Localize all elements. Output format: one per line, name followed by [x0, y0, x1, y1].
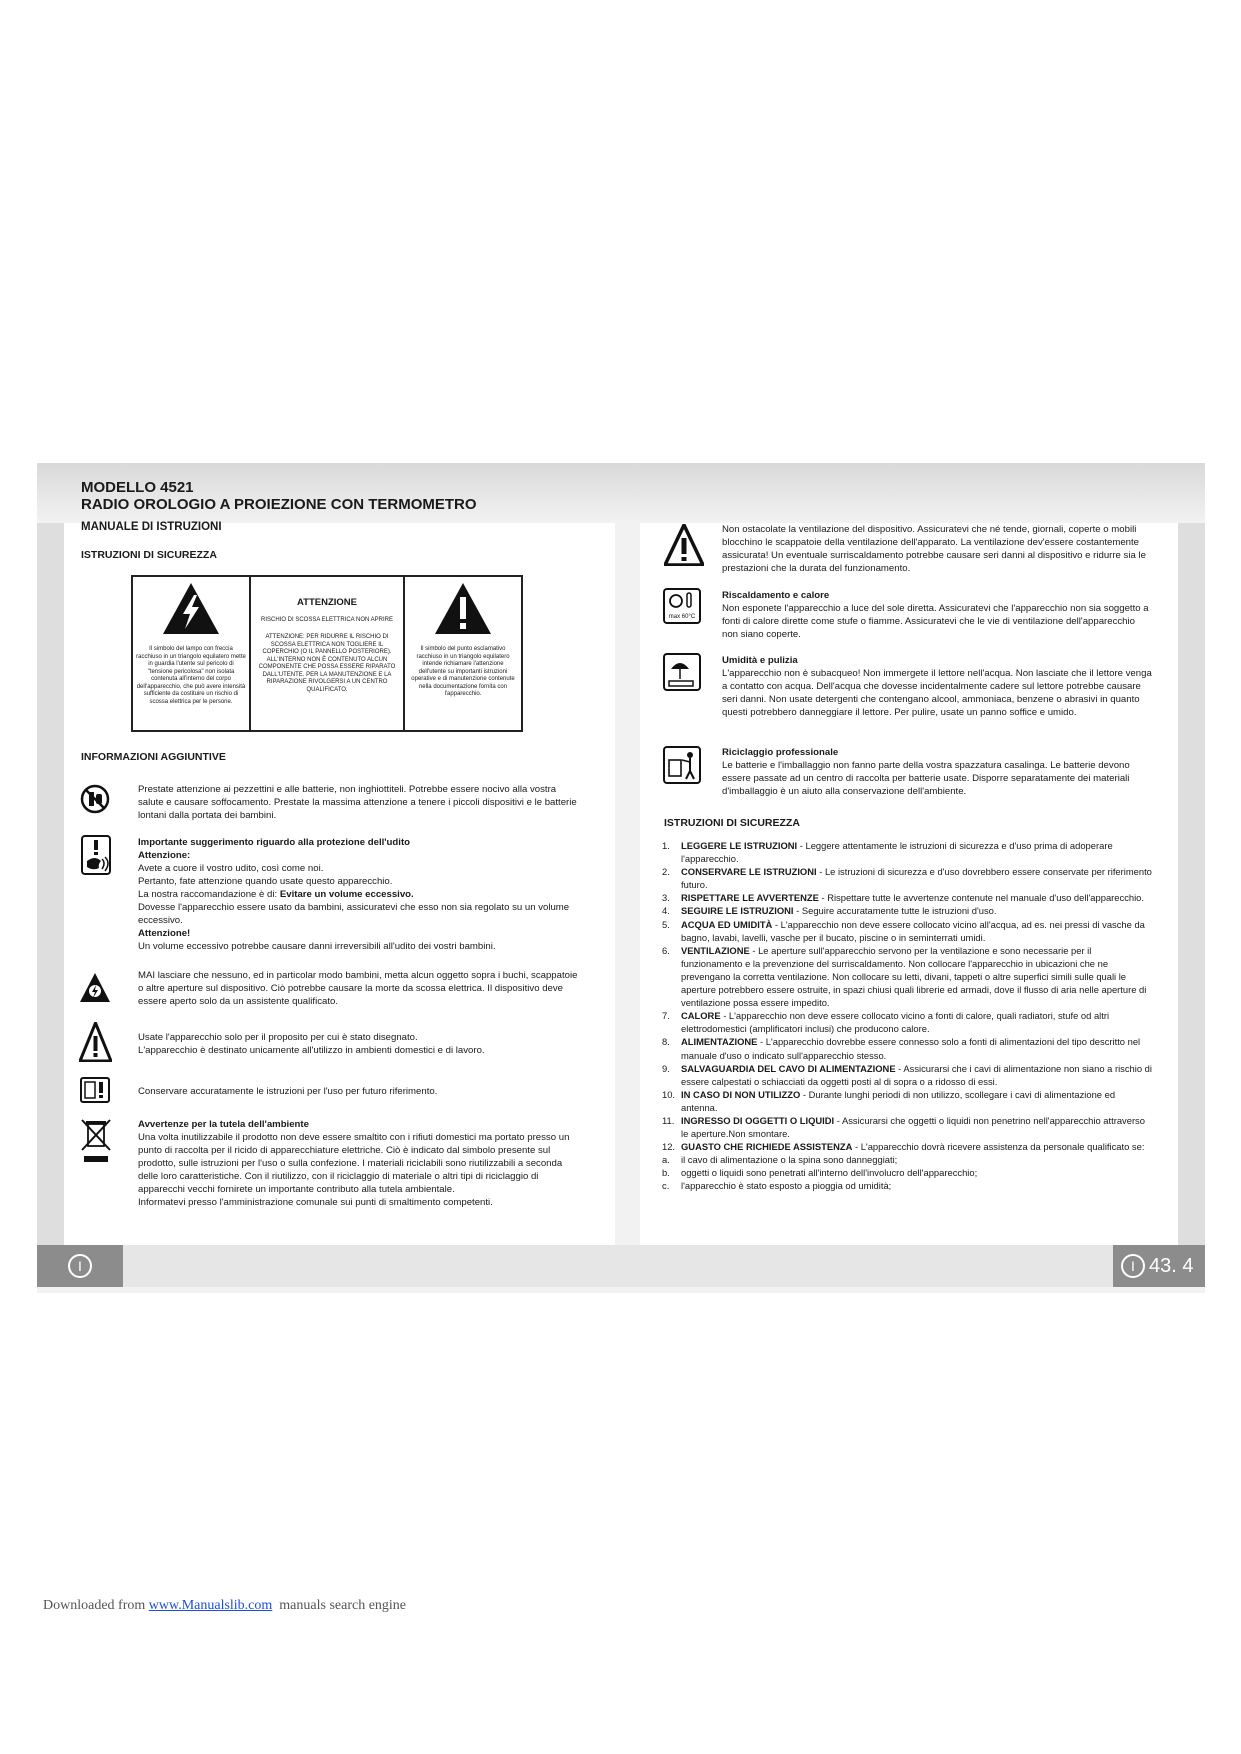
heat-section	[722, 589, 1152, 641]
list-item-text: - Seguire accuratamente tutte le istruzioni d'uso.	[793, 905, 997, 917]
list-item-title: LEGGERE LE ISTRUZIONI	[681, 840, 798, 851]
hearing-line-1: Avete a cuore il vostro udito, così come noi.	[138, 863, 324, 874]
download-prefix: Downloaded from	[43, 1598, 149, 1613]
safety-list-item	[662, 1179, 1152, 1192]
list-item-number: 1.	[662, 840, 670, 851]
safety-list-item	[662, 1114, 1152, 1140]
choking-warning-text: Prestate attenzione ai pezzettini e alle batterie, non inghiottiteli. Potrebbe essere nocivo alla vostra salute e causare soffocamento. Prestate la massima attenzione a tenere i piccoli dispositivi e le batterie lontani dalla portata dei bambini.	[138, 784, 577, 821]
list-item-number: 10.	[662, 1088, 676, 1100]
hearing-recommendation: Evitare un volume eccessivo.	[279, 889, 414, 900]
safety-list-item	[662, 1062, 1152, 1088]
keep-instructions-text: Conservare accuratamente le istruzioni per l'uso per futuro riferimento.	[138, 1086, 438, 1097]
list-item-title: IN CASO DI NON UTILIZZO	[681, 1088, 801, 1100]
safety-title-left: ISTRUZIONI DI SICUREZZA	[81, 549, 217, 561]
purpose-line-2: L'apparecchio è destinato unicamente all'utilizzo in ambienti domestici e di lavoro.	[138, 1045, 485, 1056]
list-item-title: ALIMENTAZIONE	[681, 1036, 758, 1048]
right-margin-strip	[1178, 523, 1205, 1245]
heat-max-temperature-icon	[663, 588, 701, 624]
environment-section	[138, 1118, 578, 1209]
list-item-title: CONSERVARE LE ISTRUZIONI	[681, 866, 817, 878]
list-item-number: 5.	[662, 918, 670, 930]
safety-list-item	[662, 944, 1152, 1009]
warning-triangle-icon	[79, 1022, 112, 1062]
left-margin-strip	[37, 523, 64, 1245]
shock-risk-text: RISCHIO DI SCOSSA ELETTRICA NON APRIRE	[260, 616, 394, 623]
safety-list-item	[662, 904, 1152, 917]
ventilation-text: Non ostacolate la ventilazione del dispositivo. Assicuratevi che né tende, giornali, coperte o mobili blocchino le scappatoie della ventilazione dell'apparato. La ventilazione dev'essere costantemente assicurata! Un eventuale surriscaldamento potrebbe causare seri danni al dispositivo e ridurre sia le prestazioni che la durata del funzionamento.	[722, 524, 1146, 574]
humidity-text: L'apparecchio non è subacqueo! Non immergete il lettore nell'acqua. Non lasciate che il lettore venga a contatto con acqua. Dell'acqua che dovesse incidentalmente cadere sul lettore potrebbe causare seri danni. Non usate detergenti che contengano alcool, ammoniaca, benzene o abrasivi in quanto questi potrebbero danneggiare il lettore. Per pulire, usate un panno soffice e umido.	[722, 668, 1152, 718]
right-page-tab	[1113, 1245, 1205, 1287]
hearing-line-3: La nostra raccomandazione è di:	[138, 889, 280, 900]
list-item-title: GUASTO CHE RICHIEDE ASSISTENZA	[681, 1141, 853, 1153]
list-item-title: VENTILAZIONE	[681, 944, 750, 956]
model-title: MODELLO 4521	[81, 479, 194, 496]
recycling-text: Le batterie e l'imballaggio non fanno parte della vostra spazzatura casalinga. Le batterie devono essere passate ad un centro di raccolta per batterie usate. Disporre separatamente dei materiali d'imballaggio è un aiuto alla conservazione dell'ambiente.	[722, 760, 1130, 797]
list-item-number: 7.	[662, 1010, 670, 1022]
list-item-title: SALVAGUARDIA DEL CAVO DI ALIMENTAZIONE	[681, 1062, 896, 1074]
warning-box-lightning-cell	[133, 577, 251, 730]
hearing-section	[138, 836, 578, 953]
environment-text: Una volta inutilizzabile il prodotto non deve essere smaltito con i rifiuti domestici ma portato presso un punto di raccolta per il ricido di apparecchiature elettriche. Ciò è indicato dal simbolo presente sul prodotto, sulle istruzioni per l'uso o sulla confezione. I materiali riciclabili sono riutilizzabili a seconda delle loro caratteristiche. Con il riutilizzo, con il riciclaggio di materiale o altri tipi di riciclaggio di apparecchi vecchi fornirete un importante contributo alla tutela ambientale.	[138, 1132, 570, 1195]
safety-list-item	[662, 891, 1152, 904]
hearing-protection-icon	[81, 835, 111, 875]
heat-text: Non esponete l'apparecchio a luce del sole diretta. Assicuratevi che l'apparecchio non sia soggetto a fonti di calore dirette come stufe o fiamme. Assicuratevi che le vie di ventilazione dell'apparecchio non siano coperte.	[722, 603, 1149, 640]
safety-list-item	[662, 1035, 1152, 1061]
list-item-text: - Leggere attentamente le istruzioni di sicurezza e d'uso prima di adoperare l'apparecchio.	[681, 840, 1113, 865]
list-item-number: 8.	[662, 1036, 670, 1048]
list-item-number: 6.	[662, 944, 670, 956]
list-item-text: - Le istruzioni di sicurezza e d'uso dovrebbero essere conservate per riferimento futuro.	[681, 866, 1152, 891]
list-item-number: a.	[662, 1154, 670, 1166]
info-title: INFORMAZIONI AGGIUNTIVE	[81, 751, 226, 763]
list-item-text: oggetti o liquidi sono penetrati all'interno dell'involucro dell'apparecchio;	[681, 1167, 978, 1179]
manualslib-link[interactable]: www.Manualslib.com	[148, 1598, 273, 1613]
list-item-number: 4.	[662, 905, 670, 917]
manual-title: MANUALE DI ISTRUZIONI	[81, 521, 222, 533]
left-page-tab	[37, 1245, 123, 1287]
recycling-title: Riciclaggio professionale	[722, 747, 839, 758]
list-item-title: ACQUA ED UMIDITÀ	[681, 918, 773, 930]
safety-list-item	[662, 839, 1152, 865]
choking-hazard-icon	[80, 782, 110, 816]
list-item-text: - Rispettare tutte le avvertenze contenute nel manuale d'uso dell'apparecchio.	[818, 892, 1144, 904]
list-item-number: 11.	[662, 1114, 675, 1126]
download-suffix: manuals search engine	[272, 1598, 407, 1613]
exclamation-symbol-text: Il simbolo del punto esclamativo racchiuso in un triangolo equilatero intende richiamare l'attenzione dell'utente su importanti istruzioni operative e di manutenzione contenute nella documentazione fornita con l'apparecchio.	[411, 646, 515, 697]
list-item-text: - Assicurarsi che oggetti o liquidi non penetrino nell'apparecchio attraverso le aperture.Non smontare.	[681, 1114, 1145, 1140]
list-item-text: - Assicurarsi che i cavi di alimentazione non siano a rischio di essere calpestati o schiacciati da oggetti posti al di sopra o a ridosso di essi.	[681, 1062, 1152, 1087]
hearing-line-2: Pertanto, fate attenzione quando usate questo apparecchio.	[138, 876, 393, 887]
hearing-line-4: Dovesse l'apparecchio essere usato da bambini, assicuratevi che esso non sia regolato su un volume eccessivo.	[138, 902, 570, 926]
list-item-title: RISPETTARE LE AVVERTENZE	[681, 892, 819, 904]
safety-title-right: ISTRUZIONI DI SICUREZZA	[664, 817, 800, 829]
humidity-title: Umidità e pulizia	[722, 655, 798, 666]
humidity-section	[722, 654, 1152, 719]
exclamation-triangle-icon	[433, 581, 493, 636]
safety-list-item	[662, 1153, 1152, 1166]
page-number: 43. 4	[1149, 1254, 1194, 1277]
list-item-number: c.	[662, 1180, 670, 1192]
safety-list-item	[662, 918, 1152, 944]
list-item-text: - L'apparecchio dovrebbe essere connesso solo a fonti di alimentazioni del tipo descritto nel manuale d'uso o indicato sull'apparecchio stesso.	[681, 1036, 1141, 1061]
heat-icon-label: max 60°C	[668, 614, 696, 620]
hearing-attention-1: Attenzione:	[138, 850, 191, 861]
list-item-number: 12.	[662, 1141, 676, 1153]
safety-list-item	[662, 1009, 1152, 1035]
safety-list-item	[662, 1140, 1152, 1153]
warning-box	[131, 575, 523, 732]
list-item-number: 2.	[662, 866, 670, 878]
attention-title: ATTENZIONE	[297, 597, 357, 608]
warning-box-middle-cell	[251, 577, 405, 730]
safety-instructions-list	[662, 839, 1152, 1193]
language-badge-right: I	[1121, 1254, 1145, 1278]
hearing-attention-2: Attenzione!	[138, 928, 191, 939]
cover-warning-text: ATTENZIONE: PER RIDURRE IL RISCHIO DI SCOSSA ELETTRICA NON TOGLIERE IL COPERCHIO (O IL PANNELLO POSTERIORE). ALL'INTERNO NON È CONTENUTO ALCUN COMPONENTE CHE POSSA ESSERE RIPARATO DALL'UTENTE. PER LA MANUTENZIONE E LA RIPARAZIONE RIVOLGERSI A UN CENTRO QUALIFICATO.	[258, 634, 396, 693]
list-item-text: - L'apparecchio dovrà ricevere assistenza da personale qualificato se:	[852, 1141, 1145, 1153]
purpose-section	[138, 1031, 578, 1057]
hearing-line-5: Un volume eccessivo potrebbe causare danni irreversibili all'udito dei vostri bambini.	[138, 941, 496, 952]
list-item-number: 3.	[662, 892, 670, 904]
electric-shock-warning-icon	[79, 972, 111, 1004]
humidity-cleaning-icon	[663, 653, 701, 691]
safety-list-item	[662, 865, 1152, 891]
product-title: RADIO OROLOGIO A PROIEZIONE CON TERMOMETRO	[81, 496, 477, 513]
list-item-text: - Le aperture sull'apparecchio servono per la ventilazione e sono necessarie per il funzionamento e la prevenzione del surriscaldamento. Non collocare l'apparecchio in ubicazioni che ne prevengano la corretta ventilazione. Non collocare su letti, divani, tappeti o altre superfici simili sulle quali le aperture potrebbero essere ostruite, in spazi chiusi quali librerie ed armadi, dove il flusso di aria nelle aperture di ventilazione possa essere impedito.	[681, 944, 1147, 1009]
lightning-triangle-icon	[161, 581, 221, 636]
hearing-title: Importante suggerimento riguardo alla protezione dell'udito	[138, 837, 410, 848]
language-badge-left: I	[68, 1254, 92, 1278]
list-item-text: - Durante lunghi periodi di non utilizzo, scollegare i cavi di alimentazione ed antenna.	[681, 1088, 1116, 1113]
safety-list-item	[662, 1088, 1152, 1114]
list-item-number: 9.	[662, 1062, 670, 1074]
document-title	[81, 479, 477, 513]
list-item-text: l'apparecchio è stato esposto a pioggia od umidità;	[681, 1180, 892, 1192]
environment-text-2: Informatevi presso l'amministrazione comunale sui punti di smaltimento competenti.	[138, 1197, 493, 1208]
recycling-bin-icon	[663, 746, 701, 784]
footer-band	[37, 1245, 1205, 1287]
objects-warning-text: MAI lasciare che nessuno, ed in particolar modo bambini, metta alcun oggetto sopra i buchi, scappatoie o altre aperture sul dispositivo. Ciò potrebbe causare la morte da scossa elettrica. Il dispositivo deve essere aperto solo da un assistente qualificato.	[138, 970, 578, 1007]
list-item-text: il cavo di alimentazione o la spina sono danneggiati;	[681, 1154, 898, 1166]
warning-box-exclamation-cell	[405, 577, 521, 730]
download-footer	[43, 1598, 406, 1614]
environment-title: Avvertenze per la tutela dell'ambiente	[138, 1119, 309, 1130]
ventilation-warning-icon	[664, 524, 704, 566]
safety-list-item	[662, 1166, 1152, 1179]
list-item-number: b.	[662, 1167, 670, 1179]
list-item-text: - L'apparecchio non deve essere collocato vicino all'acqua, ad es. nei pressi di vasche da bagno, lavabi, lavelli, vasche per il bucato, piscine o in seminterrati umidi.	[681, 918, 1145, 943]
list-item-title: CALORE	[681, 1010, 721, 1022]
list-item-title: SEGUIRE LE ISTRUZIONI	[681, 905, 794, 917]
list-item-title: INGRESSO DI OGGETTI O LIQUIDI	[681, 1114, 835, 1126]
lightning-symbol-text: Il simbolo del lampo con freccia racchiuso in un triangolo equilatero mette in guardia l'utente sul pericolo di "tensione pericolosa" non isolata contenuta all'interno del corpo dell'apparecchio, che può avere intensità sufficiente da costituire un rischio di scossa elettrica per le persone.	[136, 646, 246, 705]
manual-book-icon	[80, 1077, 110, 1103]
recycling-section	[722, 746, 1152, 798]
heat-title: Riscaldamento e calore	[722, 590, 830, 601]
list-item-text: - L'apparecchio non deve essere collocato vicino a fonti di calore, quali radiatori, stufe od altri elettrodomestici (amplificatori inclusi) che producono calore.	[681, 1010, 1110, 1035]
weee-bin-icon	[80, 1118, 112, 1164]
purpose-line-1: Usate l'apparecchio solo per il proposito per cui è stato disegnato.	[138, 1032, 418, 1043]
